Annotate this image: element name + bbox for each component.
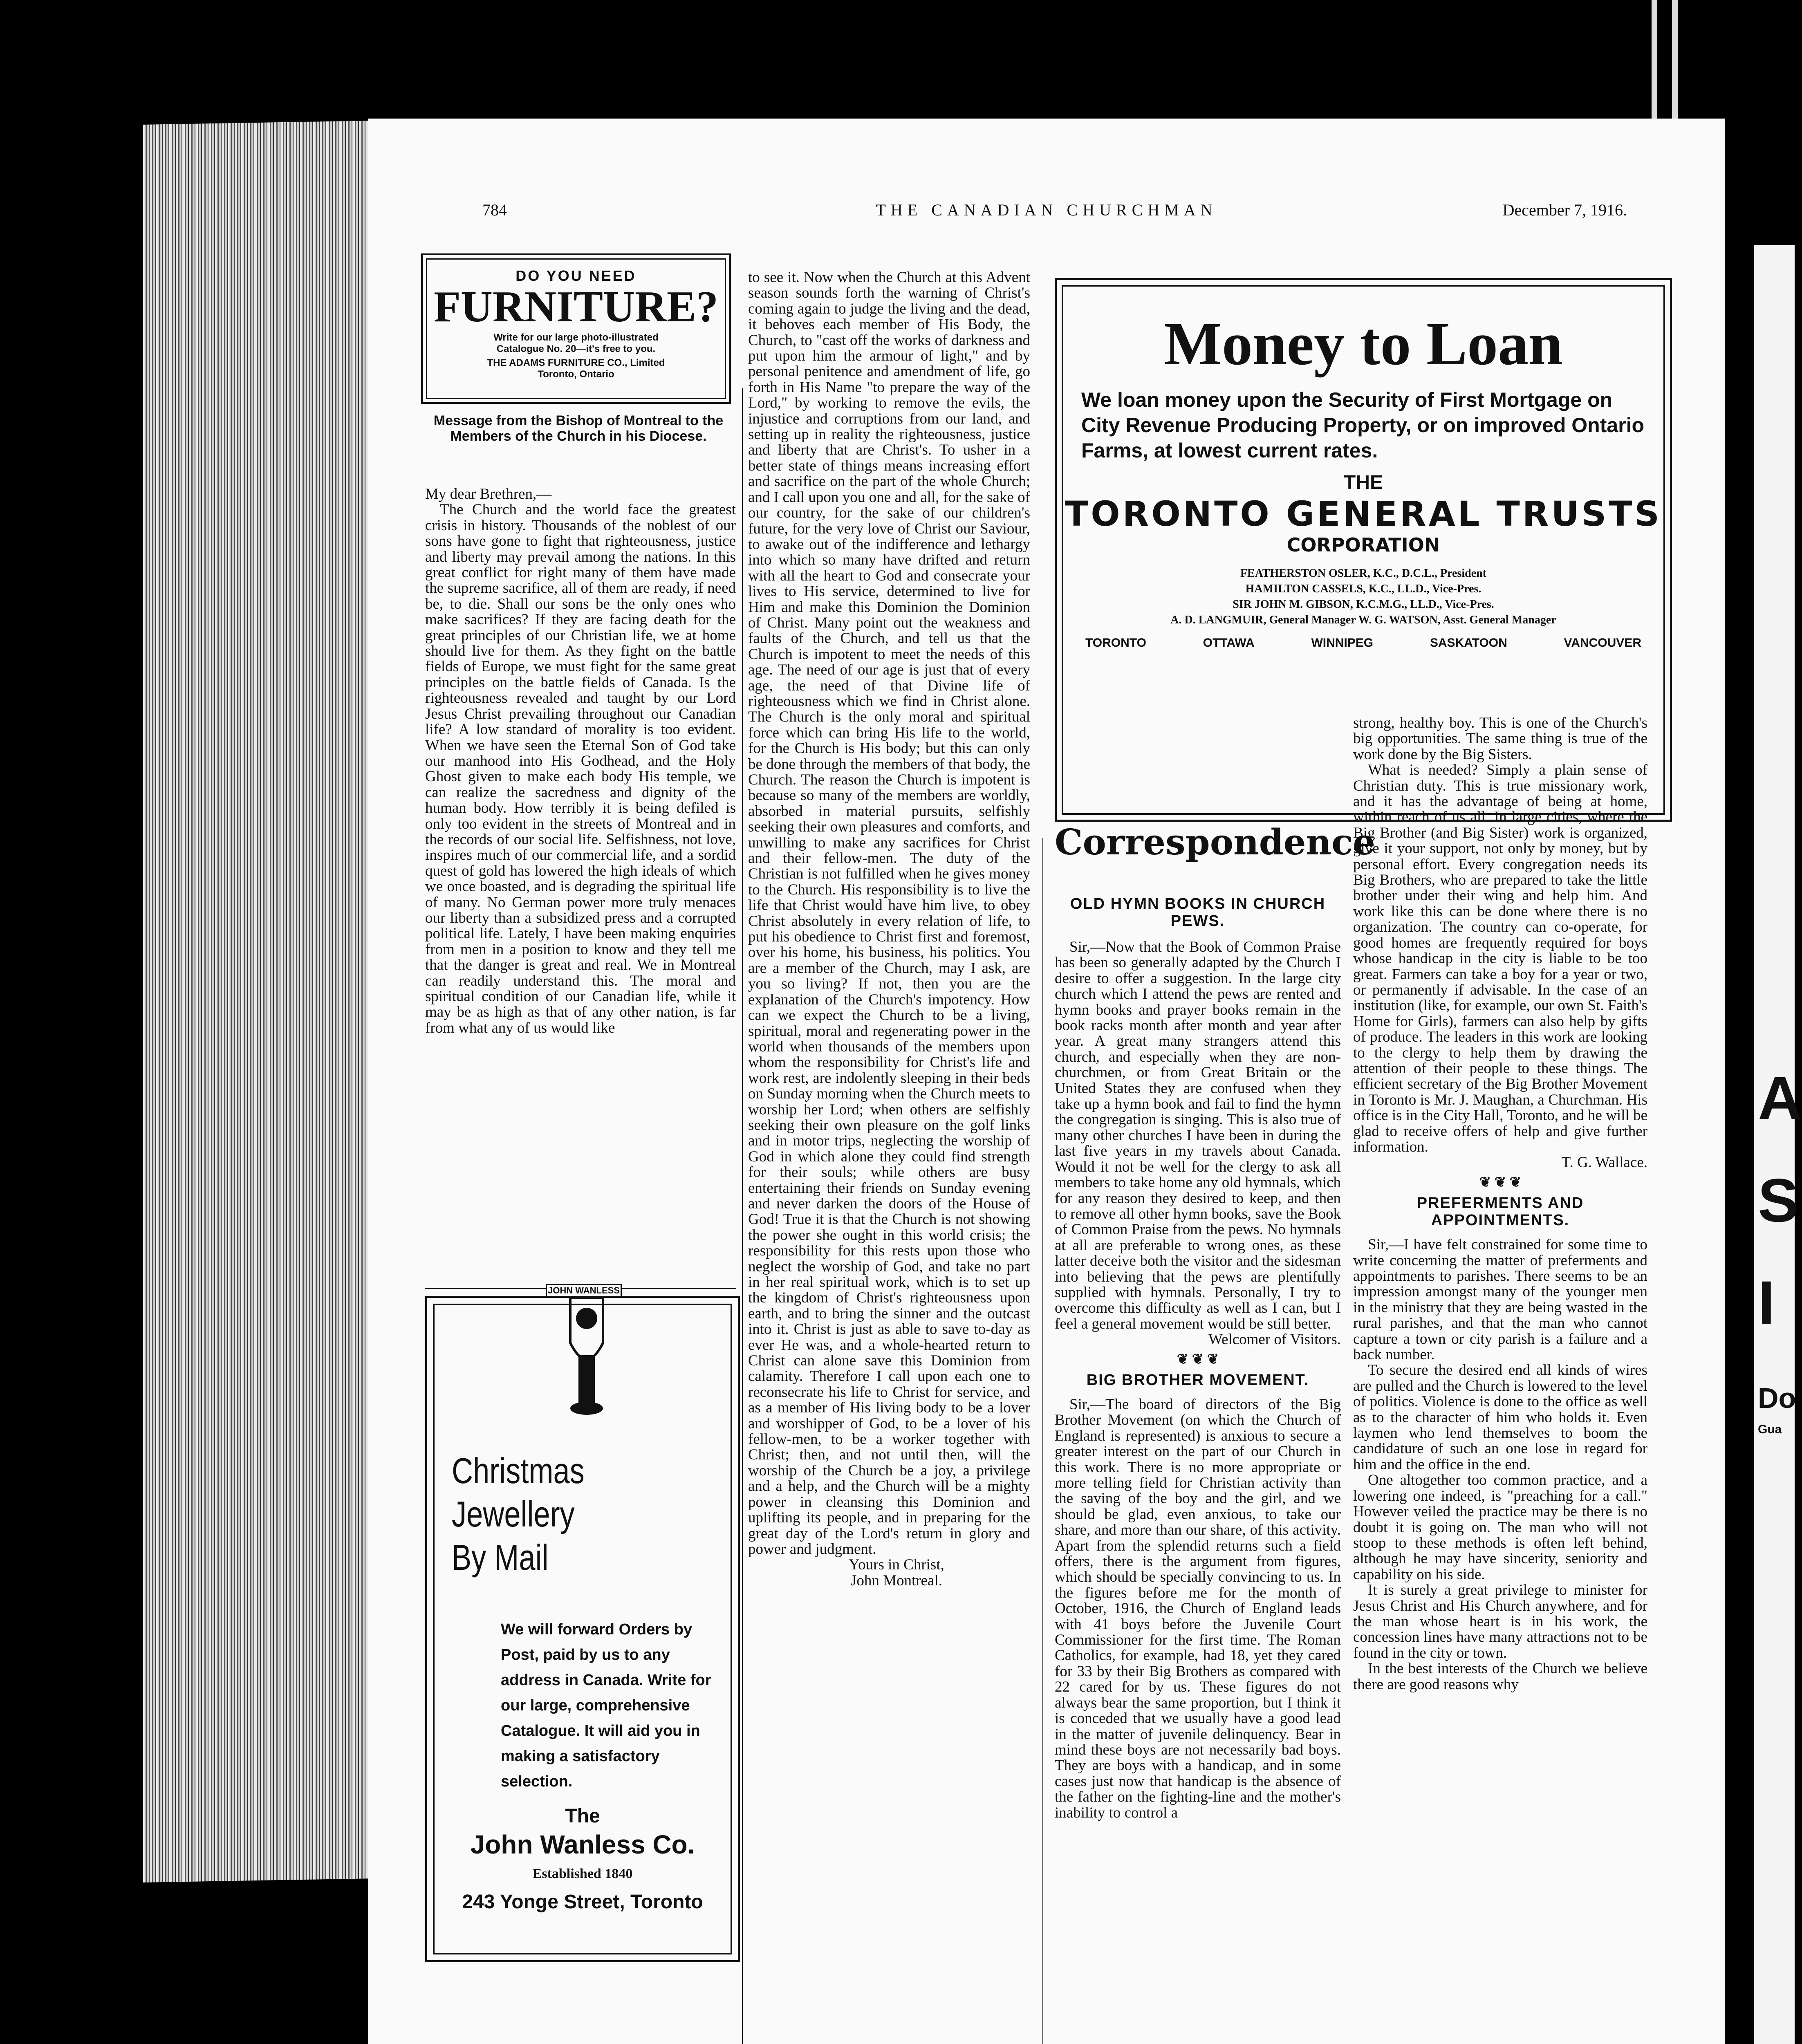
fragment-letter: I [1758, 1268, 1775, 1337]
shield-logo-icon [562, 1282, 611, 1429]
article-paragraph: to see it. Now when the Church at this Advent season sounds forth the warning of Christ's coming again to judge the living and the dead, it behoves each member of His Body, the Church, to "cast off the works of darkness and put upon him the armour of light," and by personal penitence and amendment of life, go forth in His Name "to prepare the way of the Lord," by working to remove the evils, the injustice and corruptions from our land, and setting up in reality the righteousness, justice and liberty that are Christ's. To usher in a better state of things means increasing effort and sacrifice on the part of the whole Church; and I call upon you one and all, for the sake of our country, for the sake of our children's future, for the very love of Christ our Saviour, to awake out of the indifference and lethargy into which so many have drifted and return with all the heart to God and consecrate your lives to His service, determined to live for Him and make this Dominion the Dominion of Christ. Many point out the weakness and faults of the Church, and tell us that the Church is impotent to meet the needs of this age. The need of our age is just that of every age, the need of that Divine life of righteousness which we find in Christ alone. The Church is the only moral and spiritual force which can bring His life to the world, for the Church is His body; but this can only be done through the members of that body, the Church. The reason the Church is impotent is because so many of the members are worldly, absorbed in material pursuits, selfishly seeking their own pleasures and comforts, and unwilling to make any sacrifices for Christ and their fellow-men. The duty of the Christian is not fulfilled when he gives money to the Church. His responsibility is to live the life that Christ would have him live, to obey Christ absolutely in every relation of life, to put his obedience to Christ first and foremost, over his home, his business, his politics. You are a member of the Church, may I ask, are you so living? If not, then you are the explanation of the Church's impotency. How can we expect the Church to be a living, spiritual, moral and regenerating power in the world when thousands of the members upon whom the responsibility for Christ's life and work rest, are indolently sleeping in their beds on Sunday morning when the Church meets to worship her Lord; when others are selfishly seeking their own pleasure on the golf links and in motor trips, neglecting the worship of God in which alone they could find strength for their souls; while others are busy entertaining their friends on Sunday evening and never darken the doors of the House of God! True it is that the Church is not showing the power she ought in this world crisis; the responsibility for this rests upon those who neglect the worship of God, and take no part in her real spiritual work, which is to set up the kingdom of Christ's righteousness upon earth, and to bring the sinner and the outcast into it. Christ is just as able to save to-day as ever He was, and a whole-hearted return to Christ can alone save this Dominion from calamity. Therefore I call upon each one to reconsecrate his life to Christ for service, and as a member of His living body to be a lover and worshipper of God, to be a lover of his fellow-men, to be a worker together with Christ; then, and not until then, will the worship of the Church be a joy, a privilege and a help, and the Church will be a mighty power in cleansing this Dominion and uplifting its people, and in preparing for the great day of the Lord's return in glory and power and judgment. [748, 269, 1030, 1558]
fragment-letter: A [1758, 1064, 1802, 1132]
logo-banner: JOHN WANLESS [546, 1284, 622, 1297]
ad-headline: FURNITURE? [433, 282, 719, 331]
letter-body: Sir,—The board of directors of the Big Brother Movement (on which the Church of England is represented) is anxious to secure a greater interest on the part of our Church in this work. There is no more appropriate or more telling field for Christian activity than the saving of the boy and the girl, and we should be glad, even anxious, to take our share, and more than our share, of this activity. Apart from the splendid returns such a field offers, there is the argument from figures, which should be specially convincing to us. In the figures before me for the month of October, 1916, the Church of England leads with 41 boys before the Juvenile Court Commissioner for the first time. The Roman Catholics, for example, had 18, yet they cared for 33 by their Big Brothers as compared with 22 cared for by us. These figures do not always bear the same proportion, but I think it is conceded that we usually have a good lead in the matter of juvenile delinquency. Bear in mind these boys are not necessarily bad boys. They are boys with a handicap, and in some cases just now that handicap is the absence of the father on the fighting-line and the mother's inability to control a [1055, 1396, 1341, 1821]
city: OTTAWA [1203, 636, 1255, 650]
letter-body: In the best interests of the Church we believe there are good reasons why [1353, 1660, 1647, 1693]
correspondence-column-1 [1055, 887, 1341, 1821]
wanless-advertisement [425, 1285, 740, 1962]
ad-cities [1085, 636, 1641, 650]
article-column-2 [748, 270, 1030, 1589]
column-rule [1042, 838, 1043, 2044]
city: VANCOUVER [1564, 636, 1641, 650]
newspaper-page [368, 119, 1725, 2044]
fragment-letter: Gua [1758, 1423, 1782, 1436]
letter-signature: Welcomer of Visitors. [1208, 1331, 1341, 1348]
letter-body: strong, healthy boy. This is one of the Church's big opportunities. The same thing is true of the work done by the Big Sisters. [1353, 715, 1647, 763]
ad-body: We will forward Orders by Post, paid by us to any address in Canada. Write for our large, comprehensive Catalogue. It will aid you in making a satisfactory selection. [501, 1621, 711, 1790]
article-title: Message from the Bishop of Montreal to the Members of the Church in his Diocese. [433, 413, 724, 444]
ad-officer: FEATHERSTON OSLER, K.C., D.C.L., President [1240, 567, 1487, 580]
book-page-edges [143, 121, 372, 1883]
headline-line: Christmas [452, 1450, 585, 1491]
closing: Yours in Christ, [849, 1556, 944, 1573]
ad-body: We loan money upon the Security of First Mortgage on City Revenue Producing Property, or on improved Ontario Farms, at lowest current rates. [1081, 388, 1645, 462]
salutation: My dear Brethren,— [425, 486, 552, 502]
ad-the: The [565, 1805, 600, 1827]
column-rule [742, 388, 743, 2044]
fragment-letter: S [1758, 1166, 1799, 1235]
ad-officer: A. D. LANGMUIR, General Manager W. G. WATSON, Asst. General Manager [1170, 614, 1556, 626]
section-title: Correspondence [1055, 822, 1376, 863]
city: SASKATOON [1430, 636, 1507, 650]
ad-headline: Money to Loan [1164, 310, 1563, 378]
city: TORONTO [1085, 636, 1146, 650]
letter-title: BIG BROTHER MOVEMENT. [1086, 1371, 1309, 1389]
article-column-1 [425, 486, 736, 1036]
article-paragraph: The Church and the world face the greatest crisis in history. Thousands of the noblest of our sons have gone to fight that righteousness, justice and liberty may prevail among the nations. In this great conflict for right many of them have made the supreme sacrifice, all of them are ready, if need be, to die. Shall our sons be the only ones who make sacrifices? If they are facing death for the great principles of our Christian life, we at home should live for them. As they fight on the battle fields of Europe, we must fight for the same great principles on the battle fields of Canada. Is the righteousness revealed and taught by our Lord Jesus Christ prevailing throughout our Canadian life? A low standard of morality is too evident. When we have seen the Eternal Son of God take our manhood into His Godhead, and the Holy Ghost given to make each body His temple, we can realize the sacredness and dignity of the human body. How terribly it is being defiled is only too evident in the streets of Montreal and in the records of our social life. Selfishness, not love, inspires much of our commercial life, and a sordid quest of gold has lowered the high ideals of which we once boasted, and is degrading the spiritual life of many. No German power more truly menaces our liberty than a subsidized press and a corrupted political life. Lately, I have been making enquiries from men in a position to know and they tell me that the danger is great and real. We in Montreal can readily understand this. The moral and spiritual condition of our Canadian life, while it may be as high as that of any other nation, is far from what any of us would like [425, 501, 736, 1036]
letter-title: OLD HYMN BOOKS IN CHURCH PEWS. [1070, 895, 1326, 930]
signature: John Montreal. [850, 1572, 943, 1589]
separator-ornament: ❦ ❦ ❦ [1479, 1174, 1522, 1190]
letter-body: One altogether too common practice, and a lowering one indeed, is "preaching for a call." However veiled the practice may be there is no doubt it is going on. The man who will not stoop to these methods is often left behind, although he may have sincerity, seniority and capability on his side. [1353, 1472, 1647, 1583]
headline-line: Jewellery [452, 1494, 575, 1534]
ad-company: TORONTO GENERAL TRUSTS [1065, 494, 1662, 534]
ad-the: THE [1344, 472, 1383, 493]
letter-body: What is needed? Simply a plain sense of Christian duty. This is true missionary work, and it has the advantage of being at home, within reach of us all. In large cities, where the Big Brother (and Big Sister) work is organized, give it your support, not only by money, but by personal effort. Every congregation needs its Big Brothers, who are prepared to take the little brother under their wing and help him. And work like this can be done where there is no organization. The country can co-operate, for good homes are frequently required for boys whose handicap in the city is liable to be too great. Farmers can take a boy for a year or two, or permanently if advisable. In the case of an institution (like, for example, our own St. Faith's Home for Girls), farmers can also help by gifts of produce. The leaders in this work are looking to the clergy to help them by drawing the attention of their people to these things. The efficient secretary of the Big Brother Movement in Toronto is Mr. J. Maughan, a Churchman. His office is in the City Hall, Toronto, and he will be glad to receive offers of help and give further information. [1353, 762, 1647, 1155]
ad-location: Toronto, Ontario [538, 369, 614, 380]
ad-corporation: CORPORATION [1287, 534, 1440, 556]
ad-line: DO YOU NEED [515, 267, 637, 284]
masthead: THE CANADIAN CHURCHMAN [876, 201, 1217, 219]
ad-established: Established 1840 [532, 1866, 633, 1881]
fragment-letter: Do [1758, 1382, 1796, 1414]
letter-title: PREFERMENTS AND APPOINTMENTS. [1416, 1195, 1584, 1229]
furniture-advertisement [421, 253, 731, 404]
ad-line: Catalogue No. 20—it's free to you. [496, 343, 656, 354]
letter-signature: T. G. Wallace. [1561, 1154, 1647, 1171]
letter-body: It is surely a great privilege to minister for Jesus Christ and His Church anywhere, and for the man whose heart is in his work, the concession lines have many attractions not to be found in the city or town. [1353, 1582, 1647, 1661]
ad-company: John Wanless Co. [470, 1830, 695, 1859]
headline-line: By Mail [452, 1537, 549, 1578]
ad-address: 243 Yonge Street, Toronto [462, 1891, 703, 1913]
adjacent-page-strip [1754, 245, 1802, 2044]
ad-officer: SIR JOHN M. GIBSON, K.C.M.G., LL.D., Vice-Pres. [1233, 598, 1494, 611]
letter-body: Sir,—Now that the Book of Common Praise has been so generally adapted by the Church I desire to offer a suggestion. In the large city church which I attend the pews are rented and hymn books and prayer books remain in the book racks month after month and year after year. A great many strangers attend this church, and especially when they are non-churchmen, or from Great Britain or the United States they are confused when they take up a hymn book and fail to find the hymn the congregation is singing. This is also true of many other churches I have been in during the last five years in my travels about Canada. Would it not be well for the clergy to ask all members to take home any old hymnals, which for any reason they desired to keep, and then to remove all other hymn books, save the Book of Common Praise from the pews. No hymnals at all are preferable to wrong ones, as these latter deceive both the visitor and the sidesman into believing that the pews are plentifully supplied with hymnals. Personally, I try to overcome this difficulty as well as I can, but I feel a general movement would be still better. [1055, 939, 1341, 1332]
separator-ornament: ❦ ❦ ❦ [1177, 1351, 1219, 1367]
correspondence-column-2 [1353, 715, 1647, 1692]
letter-body: Sir,—I have felt constrained for some time to write concerning the matter of preferments and appointments to parishes. There seems to be an impression amongst many of the younger men in the ministry that they are being wasted in the rural parishes, and that the man who cannot capture a town or city parish is a failure and a back number. [1353, 1236, 1647, 1363]
issue-date: December 7, 1916. [1502, 201, 1627, 219]
page-number: 784 [482, 201, 507, 219]
letter-body: To secure the desired end all kinds of wires are pulled and the Church is lowered to the level of politics. Violence is done to the office as well as to the character of him who holds it. Even laymen who lend themselves to boom the candidature of such an one lose in regard for him and the office in the end. [1353, 1362, 1647, 1473]
ad-line: Write for our large photo-illustrated [493, 332, 659, 343]
page-header [368, 200, 1725, 233]
ad-company: THE ADAMS FURNITURE CO., Limited [487, 357, 665, 368]
city: WINNIPEG [1311, 636, 1374, 650]
ad-officer: HAMILTON CASSELS, K.C., LL.D., Vice-Pres. [1245, 583, 1481, 595]
ad-headline [452, 1449, 585, 1579]
